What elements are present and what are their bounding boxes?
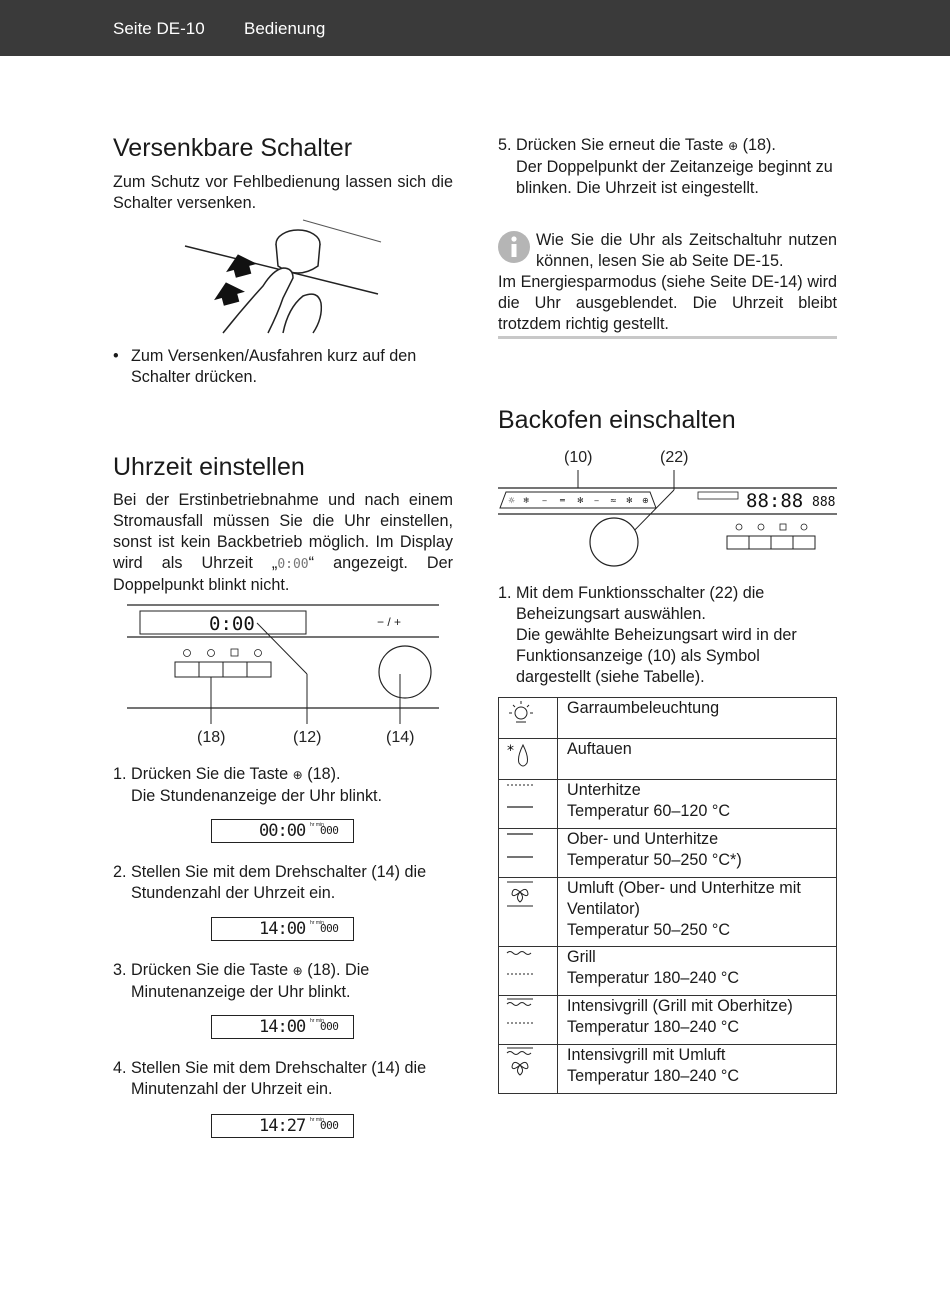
page-header <box>0 0 950 56</box>
svg-text:❄: ❄ <box>523 496 530 505</box>
table-cell <box>558 1045 837 1094</box>
uhr-step-4 <box>113 1058 453 1100</box>
step-number: 5. <box>498 136 512 154</box>
mode-name: Garraumbeleuchtung <box>567 699 720 717</box>
defrost-icon <box>499 739 558 780</box>
svg-text:✻: ✻ <box>626 496 633 505</box>
versenk-intro: Zum Schutz vor Fehlbedienung lassen sich die Schalter versenken. <box>113 173 453 212</box>
table-row <box>499 947 837 996</box>
table-cell <box>558 996 837 1045</box>
lcd-small: 000 <box>320 922 339 935</box>
info-text-1: Wie Sie die Uhr als Zeitschaltuhr nutzen können, lesen Sie ab Seite DE-15. <box>536 231 837 270</box>
svg-text:*: * <box>507 743 514 759</box>
timer-key-icon: ⊕ <box>728 139 739 153</box>
mode-name: Umluft (Ober- und Unterhitze mit Ventilator) <box>567 879 801 918</box>
step-text: Drücken Sie erneut die Taste <box>516 136 729 154</box>
table-row <box>499 878 837 947</box>
table-row <box>499 1045 837 1094</box>
label-22: (22) <box>660 449 689 466</box>
bottom-heat-icon <box>499 780 558 829</box>
mode-temp: Temperatur 180–240 °C <box>567 969 740 987</box>
table-row <box>499 780 837 829</box>
step-text: Drücken Sie die Taste <box>131 765 293 783</box>
oven-display-small: 888 <box>812 495 836 510</box>
step-number: 1. <box>498 584 512 602</box>
page-number: Seite DE-10 <box>113 19 205 38</box>
step-text: Stellen Sie mit dem Drehschalter (14) die Stundenzahl der Uhrzeit ein. <box>131 863 427 902</box>
info-text-2: Im Energiesparmodus (siehe Seite DE-14) wird die Uhr ausgeblendet. Die Uhrzeit bleibt trotzdem richtig gestellt. <box>498 273 837 333</box>
uhrzeit-intro-b: “ angezeigt. Der Doppelpunkt blinkt nicht. <box>113 554 454 594</box>
step-number: 2. <box>113 863 127 881</box>
lcd-step-3 <box>211 1015 354 1039</box>
svg-text:✻: ✻ <box>577 496 584 505</box>
heating-mode-table <box>498 697 837 1094</box>
mode-name: Grill <box>567 948 596 966</box>
backofen-step-1 <box>498 583 837 688</box>
panel-display-text: 0:00 <box>209 613 255 635</box>
lcd-unit: hr min <box>310 1117 324 1123</box>
uhr-step-2 <box>113 862 453 904</box>
lcd-step-1 <box>211 819 354 843</box>
info-divider <box>498 336 837 339</box>
table-row <box>499 996 837 1045</box>
lcd-unit: hr min <box>310 920 324 926</box>
lcd-time: 14:27 <box>259 1116 306 1136</box>
uhrzeit-intro-code: 0:00 <box>277 557 309 572</box>
mode-name: Unterhitze <box>567 781 641 799</box>
mode-name: Auftauen <box>567 740 632 758</box>
intensive-grill-fan-icon <box>499 1045 558 1094</box>
lcd-small: 000 <box>320 1119 339 1132</box>
step-number: 4. <box>113 1059 127 1077</box>
mode-temp: Temperatur 180–240 °C <box>567 1018 740 1036</box>
table-cell <box>558 829 837 878</box>
versenk-bullet: • Zum Versenken/Ausfahren kurz auf den Schalter drücken. <box>113 346 453 388</box>
panel-plus-minus: − / + <box>377 615 402 629</box>
table-cell <box>558 698 837 739</box>
lcd-unit: hr min <box>310 1018 324 1024</box>
info-icon <box>498 231 530 263</box>
label-12: (12) <box>293 729 322 746</box>
intensive-grill-icon <box>499 996 558 1045</box>
lcd-small: 000 <box>320 1020 339 1033</box>
lcd-time: 14:00 <box>259 1017 306 1037</box>
step-subtext: Der Doppelpunkt der Zeitanzeige beginnt zu blinken. Die Uhrzeit ist eingestellt. <box>516 158 833 197</box>
section-title: Bedienung <box>244 19 326 38</box>
lcd-step-2 <box>211 917 354 941</box>
oven-panel-diagram <box>498 444 837 574</box>
step-text-b: (18). <box>302 765 341 783</box>
svg-text:☼: ☼ <box>508 496 516 505</box>
info-box <box>498 228 837 335</box>
mode-temp: Temperatur 180–240 °C <box>567 1067 740 1085</box>
uhrzeit-intro-a: Bei der Erstinbetriebnahme und nach einem Stromausfall müssen Sie die Uhr einstellen, sonst ist kein Backbetrieb möglich. Im Display wird als Uhrzeit „ <box>113 491 453 572</box>
label-14: (14) <box>386 729 415 746</box>
control-panel-diagram <box>127 602 439 752</box>
step-text: Drücken Sie die Taste <box>131 961 293 979</box>
mode-name: Intensivgrill mit Umluft <box>567 1046 726 1064</box>
lcd-small: 000 <box>320 824 339 837</box>
uhr-step-1 <box>113 764 453 807</box>
table-row <box>499 698 837 739</box>
mode-name: Ober- und Unterhitze <box>567 830 719 848</box>
mode-temp: Temperatur 50–250 °C <box>567 921 731 939</box>
label-18: (18) <box>197 729 226 746</box>
table-cell <box>558 780 837 829</box>
step-text: Mit dem Funktionsschalter (22) die Beheizungsart auswählen. <box>516 584 765 623</box>
table-cell <box>558 739 837 780</box>
uhr-step-3 <box>113 960 453 1003</box>
table-cell <box>558 947 837 996</box>
mode-temp: Temperatur 50–250 °C*) <box>567 851 742 869</box>
svg-text:═: ═ <box>560 496 565 505</box>
label-10: (10) <box>564 449 593 466</box>
step-text-b: (18). Die Minutenanzeige der Uhr blinkt. <box>131 961 370 1001</box>
mode-name: Intensivgrill (Grill mit Oberhitze) <box>567 997 793 1015</box>
lcd-time: 14:00 <box>259 919 306 939</box>
timer-key-icon: ⊕ <box>292 768 303 782</box>
step-number: 3. <box>113 961 127 979</box>
svg-text:⊕: ⊕ <box>642 496 649 505</box>
knob-press-illustration <box>183 218 383 336</box>
uhr-step-5 <box>498 135 837 199</box>
step-text: Stellen Sie mit dem Drehschalter (14) die Minutenzahl der Uhrzeit ein. <box>131 1059 427 1098</box>
grill-icon <box>499 947 558 996</box>
fan-heat-icon <box>499 878 558 947</box>
svg-text:‒: ‒ <box>542 496 548 505</box>
table-cell <box>558 878 837 947</box>
uhrzeit-intro <box>113 490 453 596</box>
lcd-unit: hr min <box>310 822 324 828</box>
step-text-b: (18). <box>738 136 776 154</box>
uhrzeit-title: Uhrzeit einstellen <box>113 453 305 481</box>
timer-key-icon: ⊕ <box>292 964 303 978</box>
lcd-time: 00:00 <box>259 821 306 841</box>
versenk-title: Versenkbare Schalter <box>113 134 353 162</box>
step-number: 1. <box>113 765 127 783</box>
oven-display-main: 88:88 <box>746 490 804 512</box>
step-subtext: Die Stundenanzeige der Uhr blinkt. <box>131 787 383 805</box>
table-row <box>499 739 837 780</box>
svg-text:‒: ‒ <box>594 496 600 505</box>
backofen-title: Backofen einschalten <box>498 406 736 434</box>
mode-temp: Temperatur 60–120 °C <box>567 802 731 820</box>
lcd-step-4 <box>211 1114 354 1138</box>
versenk-bullet-text: Zum Versenken/Ausfahren kurz auf den Schalter drücken. <box>131 347 417 386</box>
lamp-icon <box>499 698 558 739</box>
svg-text:≈: ≈ <box>610 496 617 505</box>
table-row <box>499 829 837 878</box>
top-bottom-heat-icon <box>499 829 558 878</box>
step-subtext: Die gewählte Beheizungsart wird in der Funktionsanzeige (10) als Symbol dargestellt (siehe Tabelle). <box>516 626 797 686</box>
